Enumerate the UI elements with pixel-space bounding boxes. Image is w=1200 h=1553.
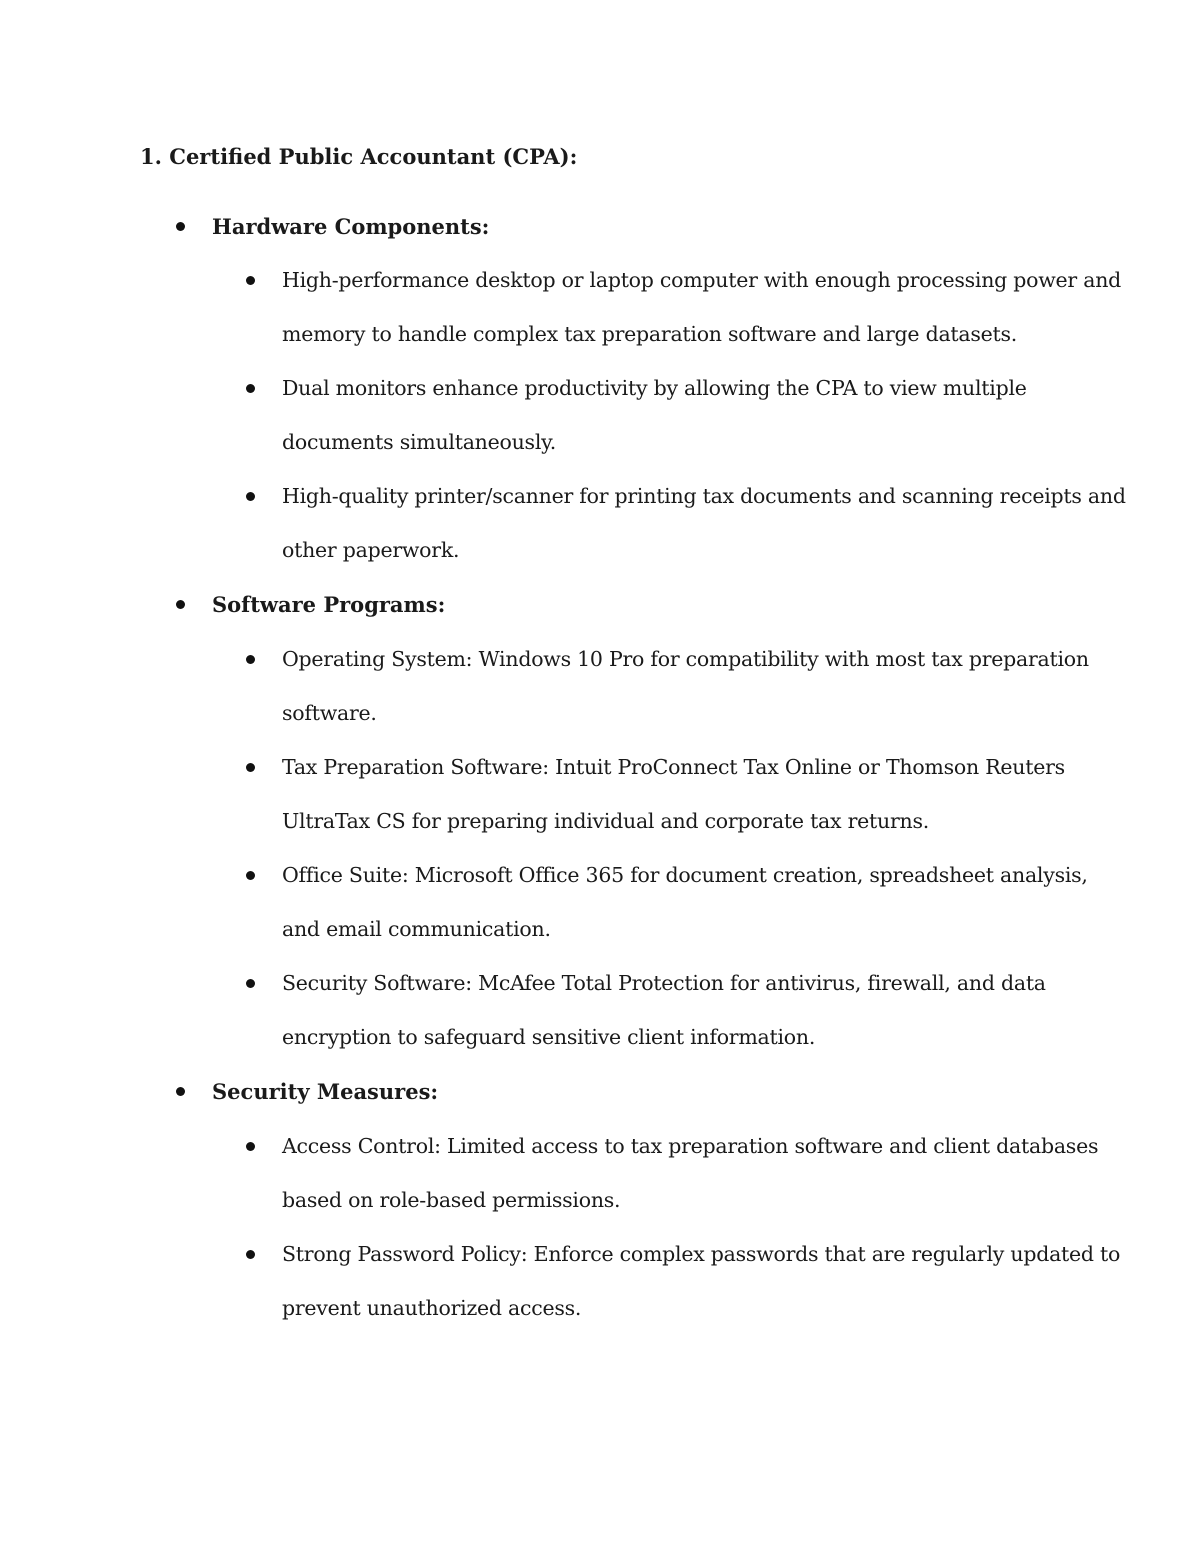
document-heading: 1. Certified Public Accountant (CPA): [140, 144, 578, 169]
item-text-line: Office Suite: Microsoft Office 365 for document creation, spreadsheet analysis, [282, 863, 1088, 887]
item-text-line: encryption to safeguard sensitive client information. [282, 1025, 816, 1049]
item-text-line: documents simultaneously. [282, 430, 557, 454]
section-title: Security Measures: [212, 1079, 439, 1104]
bullet-icon [246, 1142, 255, 1151]
item-text-line: software. [282, 701, 377, 725]
item-text-line: High-quality printer/scanner for printing tax documents and scanning receipts and [282, 484, 1126, 508]
item-text-line: Access Control: Limited access to tax preparation software and client databases [282, 1134, 1099, 1158]
item-text-line: memory to handle complex tax preparation software and large datasets. [282, 322, 1018, 346]
item-text-line: Dual monitors enhance productivity by allowing the CPA to view multiple [282, 376, 1027, 400]
bullet-icon [176, 222, 185, 231]
item-text-line: prevent unauthorized access. [282, 1296, 582, 1320]
item-text-line: other paperwork. [282, 538, 460, 562]
bullet-icon [246, 276, 255, 285]
item-text-line: based on role-based permissions. [282, 1188, 621, 1212]
bullet-icon [246, 655, 255, 664]
item-text-line: Tax Preparation Software: Intuit ProConnect Tax Online or Thomson Reuters [282, 755, 1065, 779]
bullet-icon [246, 979, 255, 988]
item-text-line: UltraTax CS for preparing individual and corporate tax returns. [282, 809, 930, 833]
bullet-icon [246, 871, 255, 880]
item-text-line: Operating System: Windows 10 Pro for compatibility with most tax preparation [282, 647, 1089, 671]
bullet-icon [176, 1087, 185, 1096]
bullet-icon [246, 1250, 255, 1259]
bullet-icon [246, 763, 255, 772]
item-text-line: Security Software: McAfee Total Protection for antivirus, firewall, and data [282, 971, 1046, 995]
item-text-line: Strong Password Policy: Enforce complex passwords that are regularly updated to [282, 1242, 1121, 1266]
bullet-icon [246, 492, 255, 501]
bullet-icon [246, 384, 255, 393]
section-title: Software Programs: [212, 592, 446, 617]
item-text-line: and email communication. [282, 917, 551, 941]
section-title: Hardware Components: [212, 214, 490, 239]
item-text-line: High-performance desktop or laptop computer with enough processing power and [282, 268, 1122, 292]
bullet-icon [176, 600, 185, 609]
